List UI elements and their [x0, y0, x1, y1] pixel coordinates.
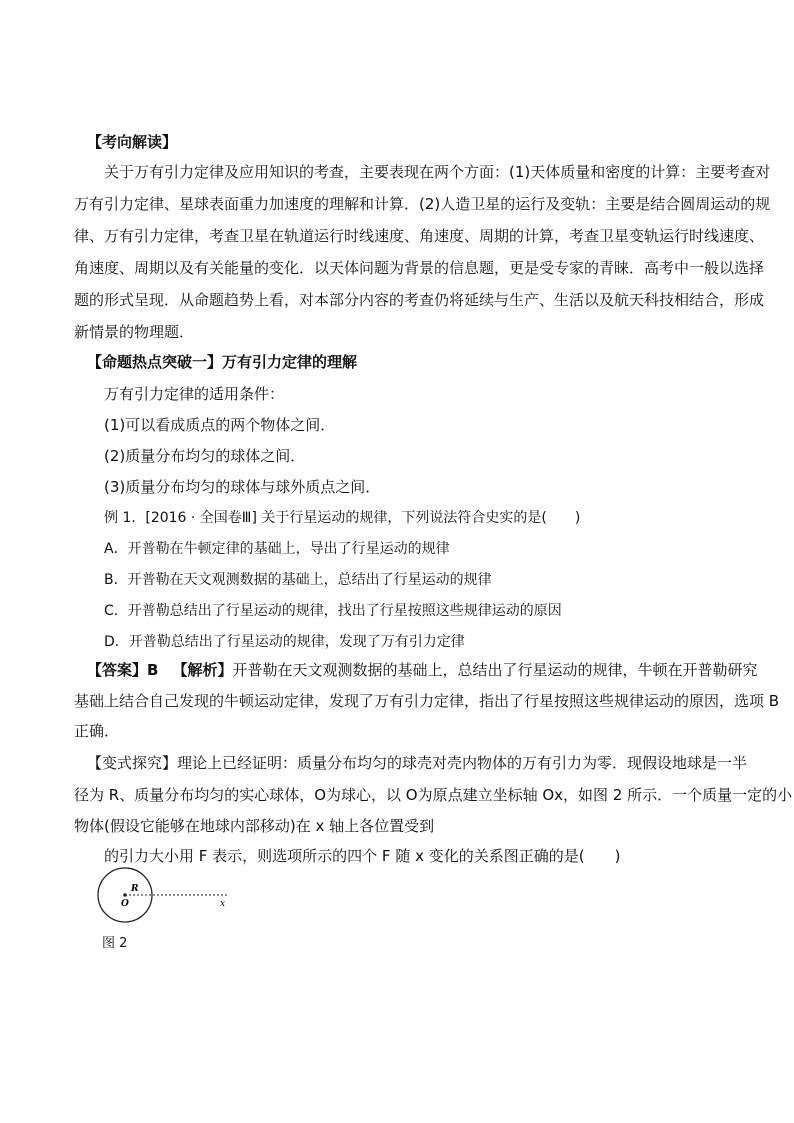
- conditions-intro: 万有引力定律的适用条件：: [104, 385, 285, 403]
- option-a: A．开普勒在牛顿定律的基础上，导出了行星运动的规律: [104, 541, 450, 557]
- condition-item: (1)可以看成质点的两个物体之间．: [104, 416, 336, 434]
- figure-2-diagram: [96, 866, 256, 926]
- variant-line: 的引力大小用 F 表示，则选项所示的四个 F 随 x 变化的关系图正确的是( ): [104, 847, 621, 865]
- analysis-line: 正确．: [74, 722, 120, 740]
- label-r: R: [131, 884, 139, 894]
- paragraph-line: 关于万有引力定律及应用知识的考查，主要表现在两个方面：(1)天体质量和密度的计算：主要考查对: [104, 163, 771, 181]
- condition-item: (3)质量分布均匀的球体与球外质点之间．: [104, 478, 381, 496]
- example-stem: 例 1．[2016 · 全国卷Ⅲ] 关于行星运动的规律，下列说法符合史实的是( ): [104, 510, 581, 526]
- variant-line: 径为 R、质量分布均匀的实心球体，O为球心，以 O为原点建立坐标轴 Ox，如图 2 所示．一个质量一定的小: [74, 786, 793, 804]
- analysis-text: 开普勒在天文观测数据的基础上，总结出了行星运动的规律，牛顿在开普勒研究: [232, 661, 758, 679]
- section-heading-hotspot-1: 【命题热点突破一】万有引力定律的理解: [87, 353, 358, 371]
- variant-text: 理论上已经证明：质量分布均匀的球壳对壳内物体的万有引力为零．现假设地球是一半: [177, 754, 748, 772]
- option-c: C．开普勒总结出了行星运动的规律，找出了行星按照这些规律运动的原因: [104, 603, 562, 619]
- answer-line: [87, 660, 757, 680]
- paragraph-line: 律、万有引力定律，考查卫星在轨道运行时线速度、角速度、周期的计算，考查卫星变轨运行时线速度、: [74, 227, 765, 245]
- option-b: B．开普勒在天文观测数据的基础上，总结出了行星运动的规律: [104, 572, 492, 588]
- label-o: O: [121, 899, 129, 909]
- figure-caption: 图 2: [102, 936, 128, 951]
- paragraph-line: 新情景的物理题．: [74, 323, 195, 341]
- condition-item: (2)质量分布均匀的球体之间．: [104, 447, 306, 465]
- option-d: D．开普勒总结出了行星运动的规律，发现了万有引力定律: [104, 634, 465, 650]
- paragraph-line: 题的形式呈现．从命题趋势上看，对本部分内容的考查仍将延续与生产、生活以及航天科技相结合，形成: [74, 291, 765, 309]
- analysis-line: 基础上结合自己发现的牛顿运动定律，发现了万有引力定律，指出了行星按照这些规律运动的原因，选项 B: [74, 692, 780, 710]
- section-heading-exam-interpretation: 【考向解读】: [87, 133, 178, 151]
- variant-label: 【变式探究】: [87, 754, 178, 772]
- paragraph-line: 角速度、周期以及有关能量的变化．以天体问题为背景的信息题，更是受专家的青睐．高考中一般以选择: [74, 259, 765, 277]
- variant-first-line: [87, 753, 747, 773]
- answer-label: 【答案】B: [87, 661, 159, 679]
- analysis-label: 【解析】: [172, 661, 233, 679]
- variant-line: 物体(假设它能够在地球内部移动)在 x 轴上各位置受到: [74, 817, 435, 835]
- label-x: x: [220, 899, 226, 909]
- paragraph-line: 万有引力定律、星球表面重力加速度的理解和计算．(2)人造卫星的运行及变轨：主要是结合圆周运动的规: [74, 195, 771, 213]
